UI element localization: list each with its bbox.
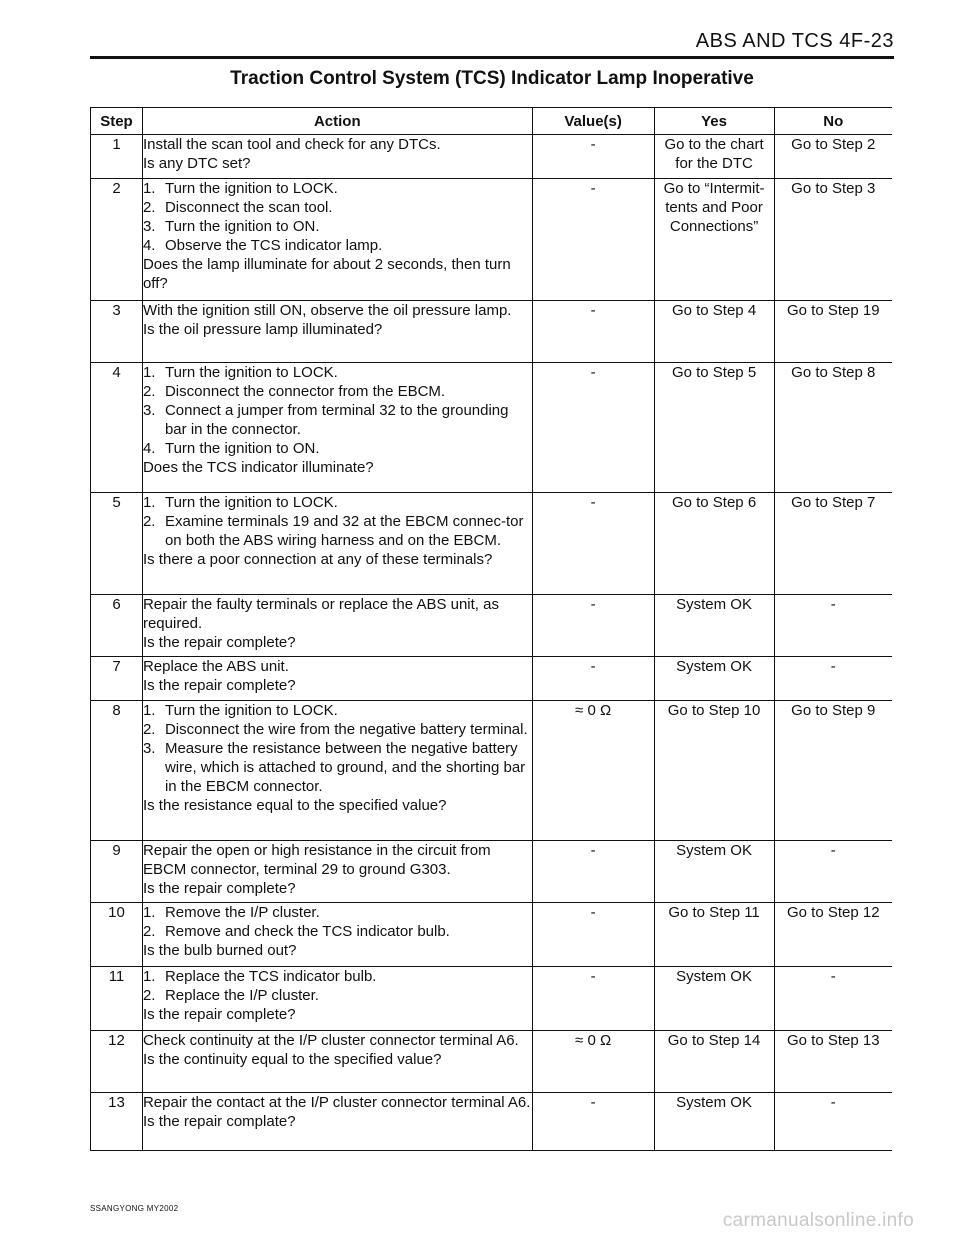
step-number: 11: [91, 967, 143, 1031]
action-text: Install the scan tool and check for any DTCs.: [142, 136, 441, 153]
header-rule: [90, 56, 894, 59]
no-cell: Go to Step 13: [774, 1031, 892, 1093]
no-cell: -: [774, 1093, 892, 1151]
table-row: [91, 903, 893, 967]
footer-code: SSANGYONG MY2002: [90, 1204, 179, 1213]
action-text: Repair the faulty terminals or replace the ABS unit, as required.: [142, 596, 499, 632]
action-step-item: [143, 739, 532, 796]
step-number: 13: [91, 1093, 143, 1151]
item-number: 3.: [142, 402, 156, 419]
action-text: Repair the open or high resistance in the circuit from EBCM connector, terminal 29 to ground G303.: [142, 842, 491, 878]
action-question: Is there a poor connection at any of these terminals?: [142, 551, 493, 568]
step-number: 1: [91, 135, 143, 179]
value-cell: -: [532, 301, 654, 363]
table-row: [91, 1093, 893, 1151]
item-number: 1.: [142, 904, 156, 921]
step-number: 7: [91, 657, 143, 701]
action-cell: [142, 363, 532, 493]
action-step-item: [143, 382, 532, 401]
step-number: 8: [91, 701, 143, 841]
item-number: 1.: [142, 494, 156, 511]
item-text: Disconnect the wire from the negative battery terminal.: [164, 721, 528, 738]
action-cell: [142, 493, 532, 595]
item-number: 4.: [142, 440, 156, 457]
action-cell: [142, 701, 532, 841]
table-row: [91, 135, 893, 179]
step-number: 5: [91, 493, 143, 595]
step-number: 6: [91, 595, 143, 657]
value-cell: -: [532, 135, 654, 179]
column-header-yes: Yes: [654, 108, 774, 135]
value-cell: -: [532, 595, 654, 657]
table-header-row: [91, 108, 893, 135]
yes-cell: System OK: [654, 657, 774, 701]
yes-cell: Go to Step 10: [654, 701, 774, 841]
value-cell: -: [532, 179, 654, 301]
action-step-item: [143, 986, 532, 1005]
yes-cell: Go to Step 6: [654, 493, 774, 595]
action-cell: [142, 179, 532, 301]
action-step-item: [143, 967, 532, 986]
action-step-item: [143, 512, 532, 550]
no-cell: Go to Step 19: [774, 301, 892, 363]
value-cell: -: [532, 1093, 654, 1151]
item-number: 2.: [142, 721, 156, 738]
table-row: [91, 595, 893, 657]
column-header-values: Value(s): [532, 108, 654, 135]
item-text: Turn the ignition to LOCK.: [164, 180, 338, 197]
item-text: Turn the ignition to LOCK.: [164, 702, 338, 719]
step-number: 4: [91, 363, 143, 493]
yes-cell: Go to the chart for the DTC: [654, 135, 774, 179]
item-number: 1.: [142, 702, 156, 719]
item-text: Disconnect the scan tool.: [164, 199, 333, 216]
action-question: Does the TCS indicator illuminate?: [142, 459, 374, 476]
column-header-no: No: [774, 108, 892, 135]
table-row: [91, 179, 893, 301]
action-text: Repair the contact at the I/P cluster connector terminal A6.: [142, 1094, 531, 1111]
action-step-item: [143, 439, 532, 458]
action-cell: [142, 301, 532, 363]
step-number: 2: [91, 179, 143, 301]
no-cell: Go to Step 7: [774, 493, 892, 595]
no-cell: Go to Step 9: [774, 701, 892, 841]
value-cell: -: [532, 841, 654, 903]
action-question: Is any DTC set?: [142, 155, 251, 172]
watermark: carmanualsonline.info: [722, 1210, 914, 1231]
no-cell: -: [774, 967, 892, 1031]
table-row: [91, 493, 893, 595]
action-step-item: [143, 401, 532, 439]
table-row: [91, 701, 893, 841]
action-cell: [142, 967, 532, 1031]
yes-cell: System OK: [654, 967, 774, 1031]
value-cell: -: [532, 967, 654, 1031]
action-cell: [142, 1031, 532, 1093]
action-cell: [142, 595, 532, 657]
yes-cell: System OK: [654, 841, 774, 903]
action-step-item: [143, 720, 532, 739]
action-question: Is the repair complete?: [142, 677, 296, 694]
step-number: 3: [91, 301, 143, 363]
yes-cell: Go to “Intermit-tents and Poor Connections”: [654, 179, 774, 301]
action-cell: [142, 841, 532, 903]
step-number: 10: [91, 903, 143, 967]
item-number: 2.: [142, 923, 156, 940]
action-text: Replace the ABS unit.: [142, 658, 289, 675]
item-text: Replace the TCS indicator bulb.: [164, 968, 377, 985]
no-cell: Go to Step 3: [774, 179, 892, 301]
yes-cell: Go to Step 5: [654, 363, 774, 493]
yes-cell: Go to Step 11: [654, 903, 774, 967]
action-step-item: [143, 363, 532, 382]
item-text: Remove the I/P cluster.: [164, 904, 320, 921]
table-row: [91, 301, 893, 363]
action-step-item: [143, 217, 532, 236]
action-cell: [142, 657, 532, 701]
no-cell: Go to Step 12: [774, 903, 892, 967]
action-cell: [142, 135, 532, 179]
value-cell: -: [532, 657, 654, 701]
yes-cell: System OK: [654, 1093, 774, 1151]
yes-cell: System OK: [654, 595, 774, 657]
item-text: Replace the I/P cluster.: [164, 987, 319, 1004]
diagnostic-table: [90, 107, 892, 1151]
no-cell: -: [774, 595, 892, 657]
value-cell: ≈ 0 Ω: [532, 701, 654, 841]
column-header-action: Action: [142, 108, 532, 135]
item-text: Disconnect the connector from the EBCM.: [164, 383, 446, 400]
no-cell: Go to Step 2: [774, 135, 892, 179]
action-question: Is the repair complete?: [142, 880, 296, 897]
item-number: 1.: [142, 180, 156, 197]
action-step-item: [143, 493, 532, 512]
value-cell: ≈ 0 Ω: [532, 1031, 654, 1093]
page-heading: Traction Control System (TCS) Indicator Lamp Inoperative: [230, 68, 754, 89]
no-cell: -: [774, 841, 892, 903]
action-step-item: [143, 903, 532, 922]
table-row: [91, 1031, 893, 1093]
action-question: Does the lamp illuminate for about 2 seconds, then turn off?: [142, 256, 511, 292]
item-text: Connect a jumper from terminal 32 to the grounding bar in the connector.: [164, 402, 509, 438]
item-number: 3.: [142, 740, 156, 757]
item-text: Turn the ignition to LOCK.: [164, 494, 338, 511]
yes-cell: Go to Step 4: [654, 301, 774, 363]
action-text: Check continuity at the I/P cluster connector terminal A6.: [142, 1032, 519, 1049]
item-text: Turn the ignition to LOCK.: [164, 364, 338, 381]
action-question: Is the continuity equal to the specified value?: [142, 1051, 442, 1068]
action-step-item: [143, 701, 532, 720]
value-cell: -: [532, 903, 654, 967]
item-number: 2.: [142, 987, 156, 1004]
step-number: 12: [91, 1031, 143, 1093]
value-cell: -: [532, 363, 654, 493]
table-row: [91, 363, 893, 493]
item-text: Measure the resistance between the negative battery wire, which is attached to ground, and the shorting bar in the EBCM connector.: [164, 740, 526, 795]
no-cell: Go to Step 8: [774, 363, 892, 493]
action-cell: [142, 1093, 532, 1151]
action-question: Is the repair complete?: [142, 634, 296, 651]
item-text: Remove and check the TCS indicator bulb.: [164, 923, 450, 940]
item-number: 1.: [142, 968, 156, 985]
item-text: Turn the ignition to ON.: [164, 218, 320, 235]
table-body: [91, 135, 893, 1151]
step-number: 9: [91, 841, 143, 903]
action-question: Is the bulb burned out?: [142, 942, 297, 959]
column-header-step: Step: [91, 108, 143, 135]
item-number: 2.: [142, 199, 156, 216]
item-number: 3.: [142, 218, 156, 235]
value-cell: -: [532, 493, 654, 595]
table-row: [91, 967, 893, 1031]
no-cell: -: [774, 657, 892, 701]
action-question: Is the repair complete?: [142, 1006, 296, 1023]
item-number: 1.: [142, 364, 156, 381]
action-step-item: [143, 198, 532, 217]
item-text: Examine terminals 19 and 32 at the EBCM connec-tor on both the ABS wiring harness and on the EBCM.: [164, 513, 524, 549]
action-question: Is the oil pressure lamp illuminated?: [142, 321, 383, 338]
action-step-item: [143, 922, 532, 941]
action-text: With the ignition still ON, observe the oil pressure lamp.: [142, 302, 512, 319]
item-number: 2.: [142, 513, 156, 530]
action-cell: [142, 903, 532, 967]
table-row: [91, 841, 893, 903]
item-text: Observe the TCS indicator lamp.: [164, 237, 383, 254]
page-header-title: ABS AND TCS 4F-23: [695, 30, 894, 52]
item-number: 4.: [142, 237, 156, 254]
table-row: [91, 657, 893, 701]
item-text: Turn the ignition to ON.: [164, 440, 320, 457]
action-step-item: [143, 236, 532, 255]
action-question: Is the repair complate?: [142, 1113, 296, 1130]
action-step-item: [143, 179, 532, 198]
action-question: Is the resistance equal to the specified value?: [142, 797, 447, 814]
item-number: 2.: [142, 383, 156, 400]
yes-cell: Go to Step 14: [654, 1031, 774, 1093]
